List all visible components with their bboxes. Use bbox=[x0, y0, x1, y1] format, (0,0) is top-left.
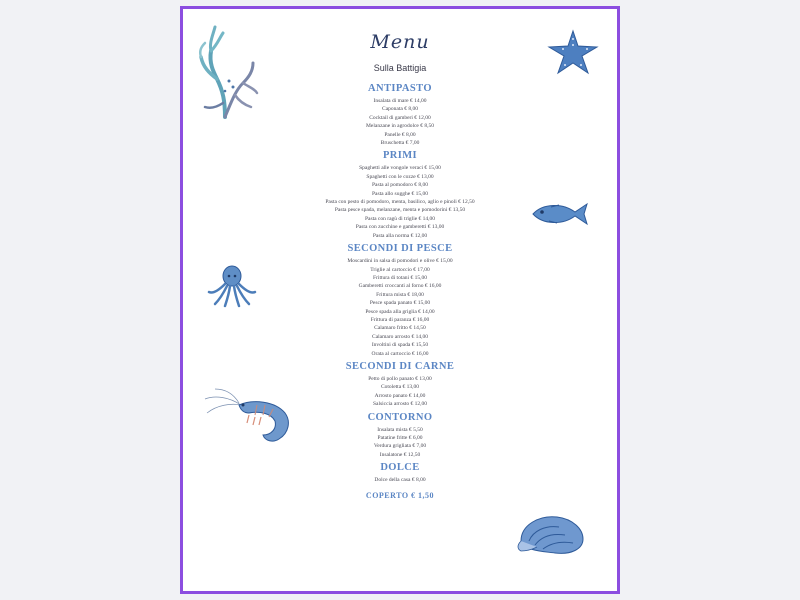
menu-page bbox=[180, 6, 620, 594]
menu-item: Calamaro fritto € 14,50 bbox=[374, 325, 426, 332]
menu-item: Cotoletta € 13,00 bbox=[380, 384, 420, 391]
menu-section bbox=[183, 461, 617, 484]
menu-item: Frittura mista € 18,00 bbox=[376, 291, 424, 298]
menu-item: Salsiccia arrosto € 12,00 bbox=[372, 401, 428, 408]
menu-item: Pasta con pesto di pomodoro, menta, basilico, aglio e pinoli € 12,50 bbox=[325, 199, 475, 206]
starfish-icon bbox=[547, 29, 599, 75]
cover-charge: COPERTO € 1,50 bbox=[365, 490, 435, 500]
shrimp-icon bbox=[203, 387, 293, 445]
menu-item: Caponata € 8,00 bbox=[382, 106, 418, 113]
menu-item: Patatine fritte € 6,00 bbox=[377, 435, 423, 441]
menu-item: Insalatone € 12,50 bbox=[379, 451, 421, 458]
fish-icon bbox=[529, 199, 591, 229]
menu-item: Frittura di totani € 15,00 bbox=[373, 274, 427, 281]
menu-item: Pasta con zucchine e gamberetti € 13,00 bbox=[355, 224, 445, 231]
menu-item: Arrosto panato € 14,00 bbox=[374, 392, 426, 399]
menu-item: Pasta con ragù di triglie € 14,00 bbox=[364, 215, 436, 222]
section-title: ANTIPASTO bbox=[368, 83, 432, 94]
section-items bbox=[183, 476, 617, 484]
menu-item: Orata al cartoccio € 16,00 bbox=[371, 350, 429, 357]
menu-item: Pasta allo sugghe € 15,00 bbox=[371, 190, 429, 197]
section-title: PRIMI bbox=[382, 150, 418, 162]
menu-item: Dolce della casa € 8,00 bbox=[374, 477, 426, 484]
menu-item: Calamaro arrosto € 14,00 bbox=[372, 333, 428, 340]
menu-item: Pasta al pomodoro € 8,00 bbox=[371, 182, 429, 189]
menu-item: Pesce spada alla griglia € 14,00 bbox=[365, 308, 435, 315]
menu-item: Spaghetti con le cozze € 13,00 bbox=[366, 173, 434, 180]
menu-item: Frittura di paranza € 16,00 bbox=[370, 316, 430, 323]
section-title: CONTORNO bbox=[367, 411, 433, 423]
menu-item: Melanzane in agrodolce € 8,50 bbox=[366, 123, 434, 130]
section-title: SECONDI DI CARNE bbox=[345, 360, 455, 372]
section-title: DOLCE bbox=[380, 462, 420, 474]
menu-item: Bruschetta € 7,00 bbox=[380, 140, 420, 147]
menu-item: Pesce spada panato € 15,00 bbox=[369, 300, 431, 307]
menu-item: Insalata di mare € 14,00 bbox=[373, 98, 427, 104]
menu-item: Insalata mista € 5,50 bbox=[377, 426, 423, 433]
section-title: SECONDI DI PESCE bbox=[347, 243, 453, 255]
menu-item: Moscardini in salsa di pomodori e olive € 15,00 bbox=[347, 258, 453, 265]
menu-item: Pasta pesce spada, melanzane, menta e pomodorini € 13,50 bbox=[334, 207, 466, 214]
menu-item: Spaghetti alle vongole veraci € 15,00 bbox=[359, 165, 441, 172]
restaurant-name: Sulla Battigia bbox=[373, 63, 427, 73]
coral-icon bbox=[195, 21, 259, 119]
octopus-icon bbox=[207, 264, 257, 308]
menu-item: Involtini di spada € 15,50 bbox=[371, 342, 429, 349]
menu-item: Cocktail di gamberi € 12,00 bbox=[369, 114, 431, 121]
menu-item: Gamberetti croccanti al forno € 16,00 bbox=[358, 283, 442, 290]
menu-item: Pasta alla norma € 12,00 bbox=[372, 232, 428, 239]
seashell-icon bbox=[515, 511, 587, 557]
menu-item: Triglie al cartoccio € 17,00 bbox=[370, 266, 430, 273]
menu-item: Petto di pollo panato € 13,00 bbox=[368, 375, 432, 382]
menu-item: Panelle € 8,00 bbox=[384, 131, 416, 138]
menu-title: Menu bbox=[370, 31, 430, 53]
menu-item: Verdura grigliata € 7,00 bbox=[373, 443, 427, 450]
